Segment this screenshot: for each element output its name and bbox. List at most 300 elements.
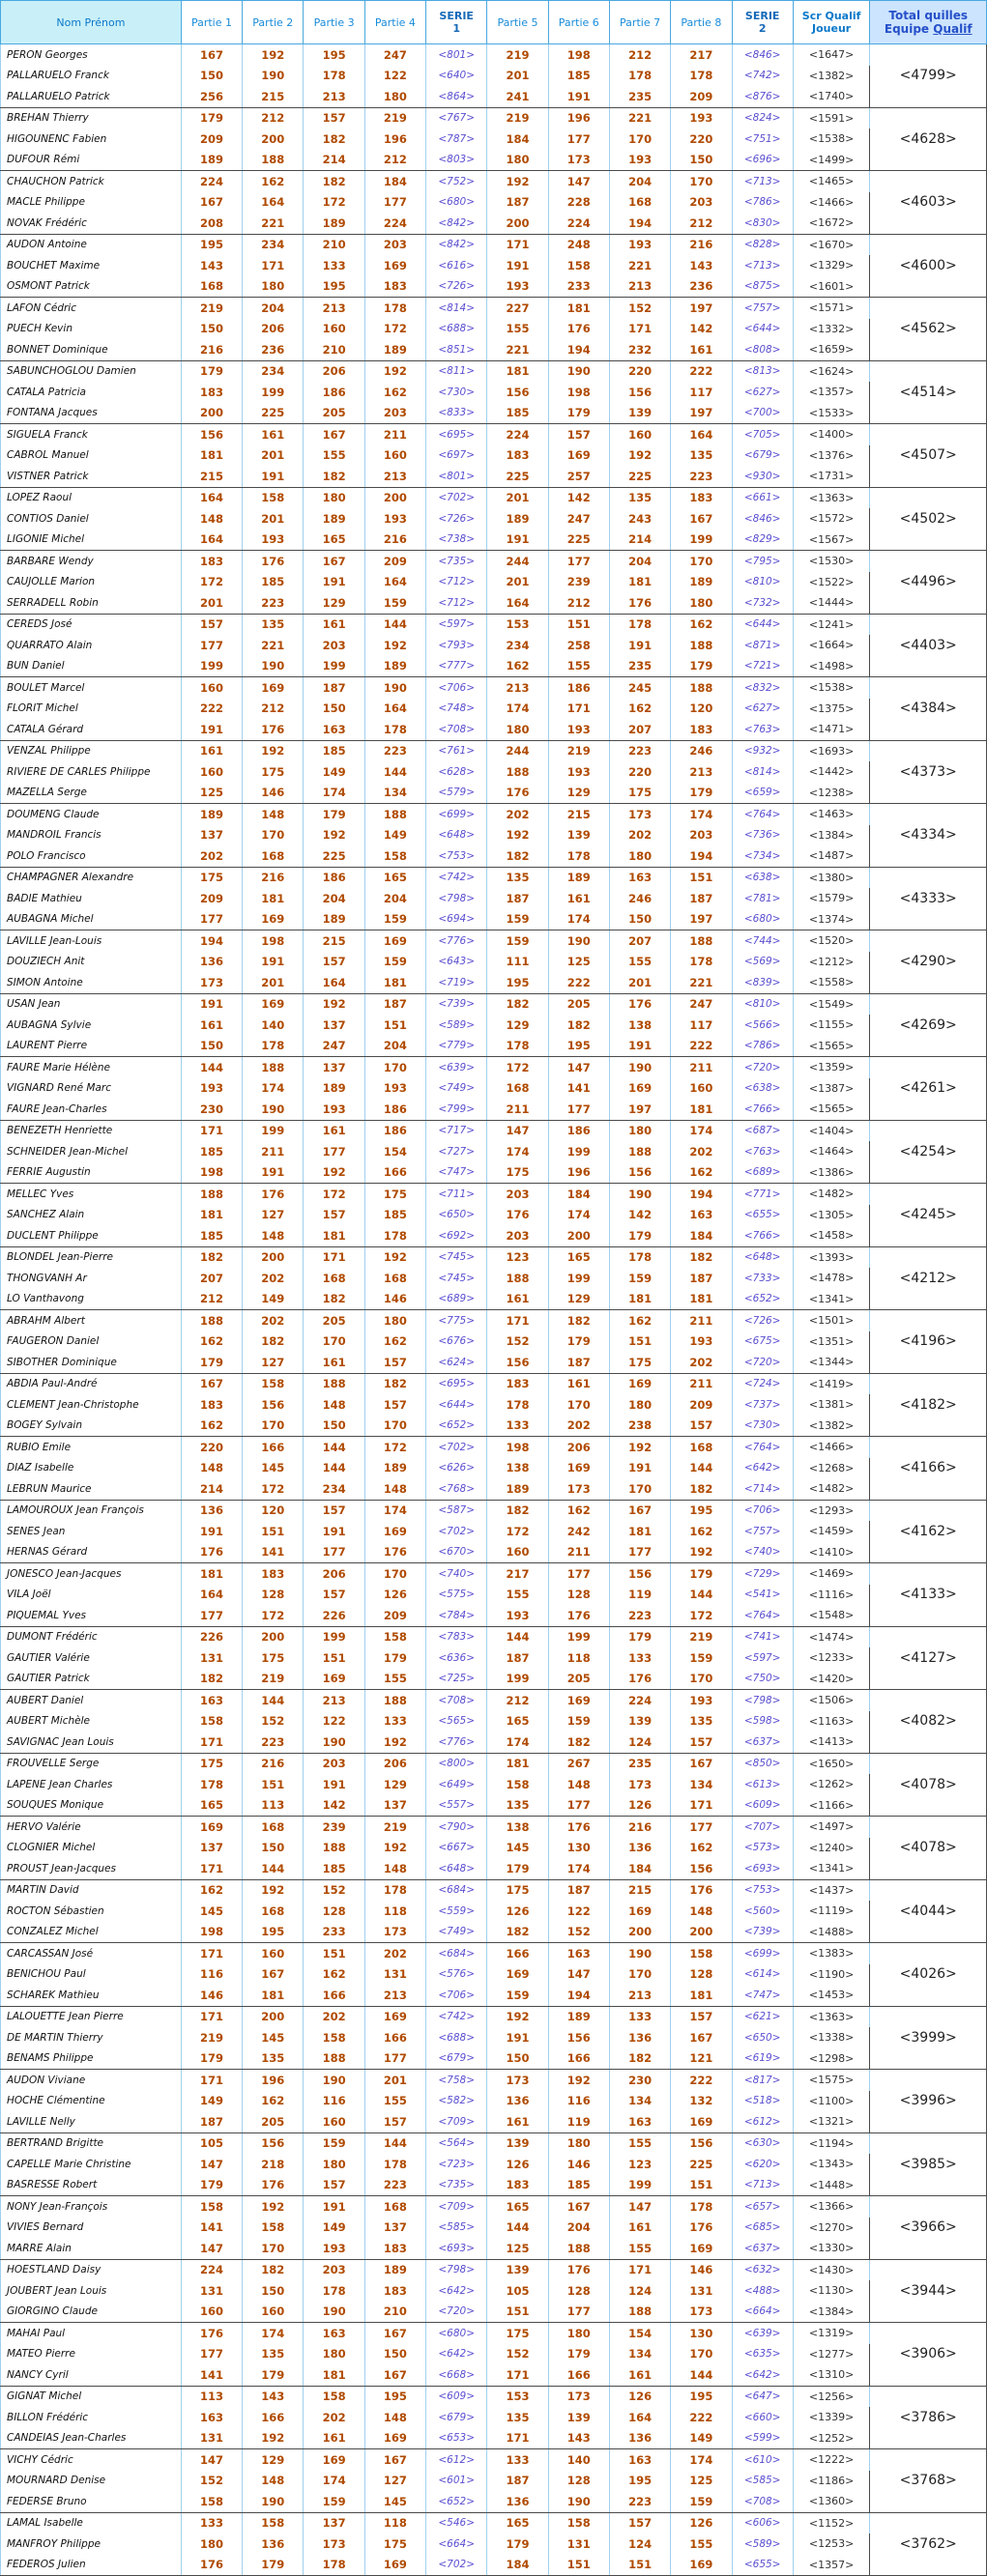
- serie-1-total: <708>: [426, 719, 487, 740]
- partie-3-score: 165: [304, 530, 364, 551]
- partie-8-score: 222: [671, 360, 732, 382]
- serie-2-total: <566>: [732, 1015, 793, 1036]
- partie-5-score: 187: [487, 888, 548, 909]
- serie-2-total: <932>: [732, 740, 793, 761]
- partie-6-score: 155: [548, 656, 609, 677]
- partie-2-score: 168: [243, 1901, 304, 1922]
- player-row: [1, 150, 987, 171]
- scr-qualif-joueur: <1482>: [793, 1184, 870, 1205]
- partie-4-score: 187: [364, 993, 425, 1015]
- partie-7-score: 150: [609, 909, 670, 930]
- partie-6-score: 186: [548, 1120, 609, 1141]
- partie-2-score: 221: [243, 635, 304, 656]
- partie-2-score: 174: [243, 1078, 304, 1100]
- serie-2-total: <810>: [732, 993, 793, 1015]
- partie-7-score: 213: [609, 276, 670, 298]
- team-total-qualif: <3768>: [870, 2449, 987, 2513]
- serie-2-total: <569>: [732, 952, 793, 973]
- partie-5-score: 219: [487, 107, 548, 129]
- partie-5-score: 144: [487, 1626, 548, 1647]
- partie-4-score: 183: [364, 2280, 425, 2302]
- partie-2-score: 180: [243, 276, 304, 298]
- player-row: [1, 1225, 987, 1246]
- partie-2-score: 192: [243, 44, 304, 66]
- partie-2-score: 179: [243, 2555, 304, 2576]
- serie-1-total: <723>: [426, 2154, 487, 2175]
- team-total-qualif: <4562>: [870, 298, 987, 361]
- results-body: [1, 44, 987, 2576]
- partie-8-score: 143: [671, 255, 732, 276]
- partie-5-score: 192: [487, 2006, 548, 2027]
- partie-4-score: 195: [364, 2386, 425, 2407]
- partie-3-score: 205: [304, 403, 364, 424]
- player-row: [1, 487, 987, 508]
- player-row: [1, 2302, 987, 2323]
- partie-8-score: 134: [671, 1774, 732, 1795]
- partie-4-score: 180: [364, 86, 425, 107]
- player-row: [1, 635, 987, 656]
- serie-1-total: <740>: [426, 1563, 487, 1585]
- partie-1-score: 188: [181, 1184, 242, 1205]
- scr-qualif-joueur: <1241>: [793, 614, 870, 635]
- partie-2-score: 169: [243, 909, 304, 930]
- partie-6-score: 198: [548, 44, 609, 66]
- partie-1-score: 163: [181, 2407, 242, 2428]
- serie-1-total: <626>: [426, 1458, 487, 1479]
- serie-1-total: <767>: [426, 107, 487, 129]
- partie-2-score: 183: [243, 1563, 304, 1585]
- serie-1-total: <730>: [426, 382, 487, 403]
- scr-qualif-joueur: <1482>: [793, 1478, 870, 1500]
- player-name: VIGNARD René Marc: [1, 1078, 182, 1100]
- scr-qualif-joueur: <1233>: [793, 1647, 870, 1669]
- serie-2-total: <726>: [732, 1310, 793, 1331]
- partie-8-score: 211: [671, 1310, 732, 1331]
- partie-7-score: 133: [609, 1647, 670, 1669]
- partie-3-score: 179: [304, 804, 364, 825]
- partie-6-score: 200: [548, 1225, 609, 1246]
- partie-4-score: 129: [364, 1774, 425, 1795]
- partie-4-score: 166: [364, 1162, 425, 1184]
- partie-7-score: 204: [609, 171, 670, 192]
- header-serie-1-number: 1: [452, 22, 460, 35]
- player-row: [1, 2111, 987, 2132]
- scr-qualif-joueur: <1330>: [793, 2238, 870, 2259]
- player-row: [1, 1542, 987, 1563]
- partie-7-score: 175: [609, 783, 670, 804]
- player-row: [1, 572, 987, 593]
- scr-qualif-joueur: <1384>: [793, 825, 870, 846]
- partie-3-score: 163: [304, 2323, 364, 2344]
- partie-1-score: 171: [181, 1732, 242, 1753]
- team-total-qualif: <4334>: [870, 804, 987, 868]
- serie-1-total: <851>: [426, 339, 487, 360]
- partie-6-score: 199: [548, 1626, 609, 1647]
- partie-7-score: 175: [609, 1352, 670, 1373]
- serie-1-total: <689>: [426, 1289, 487, 1310]
- partie-5-score: 182: [487, 1500, 548, 1521]
- partie-4-score: 162: [364, 382, 425, 403]
- partie-4-score: 213: [364, 1985, 425, 2006]
- partie-2-score: 128: [243, 1585, 304, 1606]
- scr-qualif-joueur: <1474>: [793, 1626, 870, 1647]
- partie-6-score: 177: [548, 1099, 609, 1120]
- partie-3-score: 191: [304, 1774, 364, 1795]
- scr-qualif-joueur: <1444>: [793, 592, 870, 614]
- scr-qualif-joueur: <1383>: [793, 1943, 870, 1964]
- partie-6-score: 167: [548, 2196, 609, 2218]
- serie-1-total: <776>: [426, 930, 487, 952]
- partie-7-score: 152: [609, 298, 670, 319]
- partie-2-score: 200: [243, 129, 304, 150]
- scr-qualif-joueur: <1222>: [793, 2449, 870, 2471]
- player-row: [1, 360, 987, 382]
- player-row: [1, 1268, 987, 1289]
- partie-7-score: 138: [609, 1015, 670, 1036]
- player-row: [1, 2449, 987, 2471]
- partie-7-score: 170: [609, 1478, 670, 1500]
- partie-8-score: 182: [671, 1246, 732, 1268]
- serie-1-total: <575>: [426, 1585, 487, 1606]
- serie-1-total: <652>: [426, 2491, 487, 2512]
- serie-1-total: <811>: [426, 360, 487, 382]
- partie-4-score: 144: [364, 614, 425, 635]
- partie-4-score: 172: [364, 1437, 425, 1458]
- partie-7-score: 159: [609, 1268, 670, 1289]
- player-row: [1, 699, 987, 720]
- partie-6-score: 156: [548, 2027, 609, 2048]
- partie-4-score: 172: [364, 319, 425, 340]
- partie-6-score: 194: [548, 1985, 609, 2006]
- player-row: [1, 1036, 987, 1057]
- header-serie-2: [732, 1, 793, 44]
- scr-qualif-joueur: <1384>: [793, 2302, 870, 2323]
- partie-8-score: 178: [671, 2196, 732, 2218]
- scr-qualif-joueur: <1442>: [793, 761, 870, 783]
- serie-1-total: <768>: [426, 1478, 487, 1500]
- partie-7-score: 243: [609, 508, 670, 530]
- header-name: Nom Prénom: [1, 1, 182, 44]
- partie-7-score: 215: [609, 1879, 670, 1901]
- player-row: [1, 1478, 987, 1500]
- serie-1-total: <642>: [426, 2280, 487, 2302]
- partie-7-score: 173: [609, 804, 670, 825]
- player-name: LAPENE Jean Charles: [1, 1774, 182, 1795]
- partie-4-score: 211: [364, 424, 425, 445]
- player-name: BERTRAND Brigitte: [1, 2132, 182, 2154]
- player-name: ABRAHM Albert: [1, 1310, 182, 1331]
- partie-4-score: 157: [364, 1394, 425, 1416]
- partie-4-score: 178: [364, 1879, 425, 1901]
- partie-5-score: 165: [487, 2512, 548, 2533]
- partie-1-score: 167: [181, 44, 242, 66]
- serie-1-total: <727>: [426, 1141, 487, 1162]
- serie-2-total: <757>: [732, 298, 793, 319]
- player-name: LOPEZ Raoul: [1, 487, 182, 508]
- partie-4-score: 182: [364, 1373, 425, 1394]
- player-row: [1, 298, 987, 319]
- partie-1-score: 194: [181, 930, 242, 952]
- player-row: [1, 171, 987, 192]
- partie-2-score: 182: [243, 1331, 304, 1353]
- partie-7-score: 142: [609, 1205, 670, 1226]
- partie-4-score: 181: [364, 972, 425, 993]
- scr-qualif-joueur: <1548>: [793, 1605, 870, 1626]
- player-row: [1, 1838, 987, 1859]
- partie-7-score: 161: [609, 2364, 670, 2386]
- partie-7-score: 195: [609, 2471, 670, 2492]
- partie-4-score: 190: [364, 677, 425, 699]
- partie-8-score: 155: [671, 2533, 732, 2555]
- scr-qualif-joueur: <1466>: [793, 192, 870, 214]
- partie-6-score: 173: [548, 150, 609, 171]
- partie-5-score: 179: [487, 2533, 548, 2555]
- partie-3-score: 203: [304, 635, 364, 656]
- serie-1-total: <679>: [426, 2407, 487, 2428]
- player-row: [1, 2555, 987, 2576]
- partie-3-score: 188: [304, 2048, 364, 2070]
- partie-3-score: 158: [304, 2027, 364, 2048]
- scr-qualif-joueur: <1466>: [793, 1437, 870, 1458]
- partie-1-score: 167: [181, 192, 242, 214]
- serie-2-total: <644>: [732, 319, 793, 340]
- partie-3-score: 168: [304, 1268, 364, 1289]
- partie-1-score: 156: [181, 424, 242, 445]
- partie-2-score: 140: [243, 1015, 304, 1036]
- serie-2-total: <687>: [732, 1120, 793, 1141]
- scr-qualif-joueur: <1478>: [793, 1268, 870, 1289]
- player-name: CONTIOS Daniel: [1, 508, 182, 530]
- partie-8-score: 162: [671, 614, 732, 635]
- partie-5-score: 219: [487, 44, 548, 66]
- player-row: [1, 1943, 987, 1964]
- partie-6-score: 195: [548, 1036, 609, 1057]
- partie-8-score: 161: [671, 339, 732, 360]
- partie-2-score: 218: [243, 2154, 304, 2175]
- partie-4-score: 167: [364, 2364, 425, 2386]
- player-row: [1, 1753, 987, 1774]
- player-row: [1, 1416, 987, 1437]
- partie-5-score: 155: [487, 1585, 548, 1606]
- serie-2-total: <693>: [732, 1858, 793, 1879]
- partie-7-score: 163: [609, 867, 670, 888]
- partie-6-score: 185: [548, 2175, 609, 2196]
- partie-3-score: 213: [304, 298, 364, 319]
- partie-3-score: 247: [304, 1036, 364, 1057]
- partie-7-score: 179: [609, 1626, 670, 1647]
- partie-1-score: 175: [181, 1753, 242, 1774]
- player-name: JONESCO Jean-Jacques: [1, 1563, 182, 1585]
- serie-1-total: <709>: [426, 2196, 487, 2218]
- partie-3-score: 188: [304, 1373, 364, 1394]
- partie-6-score: 128: [548, 2280, 609, 2302]
- partie-2-score: 170: [243, 825, 304, 846]
- partie-1-score: 176: [181, 2323, 242, 2344]
- player-name: MACLE Philippe: [1, 192, 182, 214]
- player-name: FROUVELLE Serge: [1, 1753, 182, 1774]
- partie-2-score: 212: [243, 699, 304, 720]
- player-row: [1, 1078, 987, 1100]
- partie-7-score: 181: [609, 1521, 670, 1542]
- partie-6-score: 182: [548, 1015, 609, 1036]
- partie-5-score: 179: [487, 1858, 548, 1879]
- partie-1-score: 158: [181, 2491, 242, 2512]
- partie-8-score: 182: [671, 1478, 732, 1500]
- partie-1-score: 188: [181, 1310, 242, 1331]
- serie-1-total: <779>: [426, 1036, 487, 1057]
- serie-1-total: <720>: [426, 2302, 487, 2323]
- partie-6-score: 179: [548, 403, 609, 424]
- scr-qualif-joueur: <1740>: [793, 86, 870, 107]
- partie-3-score: 192: [304, 993, 364, 1015]
- scr-qualif-joueur: <1533>: [793, 403, 870, 424]
- partie-8-score: 135: [671, 445, 732, 467]
- partie-3-score: 163: [304, 719, 364, 740]
- partie-8-score: 197: [671, 403, 732, 424]
- partie-8-score: 193: [671, 1690, 732, 1711]
- partie-5-score: 153: [487, 614, 548, 635]
- partie-7-score: 220: [609, 360, 670, 382]
- partie-6-score: 119: [548, 2111, 609, 2132]
- partie-6-score: 184: [548, 1184, 609, 1205]
- serie-1-total: <735>: [426, 551, 487, 572]
- scr-qualif-joueur: <1400>: [793, 424, 870, 445]
- partie-4-score: 247: [364, 44, 425, 66]
- player-row: [1, 930, 987, 952]
- scr-qualif-joueur: <1487>: [793, 845, 870, 867]
- scr-qualif-joueur: <1520>: [793, 930, 870, 952]
- partie-3-score: 161: [304, 2428, 364, 2449]
- scr-qualif-joueur: <1166>: [793, 1795, 870, 1817]
- partie-7-score: 213: [609, 1985, 670, 2006]
- partie-5-score: 164: [487, 592, 548, 614]
- partie-7-score: 134: [609, 2091, 670, 2112]
- partie-6-score: 169: [548, 445, 609, 467]
- partie-1-score: 164: [181, 530, 242, 551]
- partie-6-score: 198: [548, 382, 609, 403]
- partie-4-score: 175: [364, 1184, 425, 1205]
- partie-8-score: 174: [671, 1120, 732, 1141]
- scr-qualif-joueur: <1565>: [793, 1036, 870, 1057]
- partie-1-score: 224: [181, 171, 242, 192]
- partie-1-score: 181: [181, 1205, 242, 1226]
- partie-6-score: 118: [548, 1647, 609, 1669]
- partie-3-score: 144: [304, 1437, 364, 1458]
- partie-3-score: 233: [304, 1922, 364, 1943]
- player-name: NANCY Cyril: [1, 2364, 182, 2386]
- player-row: [1, 1289, 987, 1310]
- player-name: BARBARE Wendy: [1, 551, 182, 572]
- player-row: [1, 1669, 987, 1690]
- player-name: HIGOUNENC Fabien: [1, 129, 182, 150]
- player-row: [1, 1817, 987, 1838]
- serie-1-total: <649>: [426, 1774, 487, 1795]
- partie-8-score: 157: [671, 1416, 732, 1437]
- serie-2-total: <766>: [732, 1099, 793, 1120]
- partie-2-score: 181: [243, 888, 304, 909]
- partie-6-score: 177: [548, 2302, 609, 2323]
- scr-qualif-joueur: <1591>: [793, 107, 870, 129]
- header-scr-label: Scr Qualif: [801, 10, 861, 22]
- partie-3-score: 159: [304, 2132, 364, 2154]
- partie-1-score: 177: [181, 1605, 242, 1626]
- partie-7-score: 192: [609, 1437, 670, 1458]
- partie-7-score: 156: [609, 1563, 670, 1585]
- partie-4-score: 144: [364, 2132, 425, 2154]
- partie-4-score: 173: [364, 1922, 425, 1943]
- partie-7-score: 151: [609, 2555, 670, 2576]
- partie-5-score: 212: [487, 1690, 548, 1711]
- partie-8-score: 236: [671, 276, 732, 298]
- partie-8-score: 144: [671, 1458, 732, 1479]
- partie-3-score: 178: [304, 2555, 364, 2576]
- partie-8-score: 167: [671, 1753, 732, 1774]
- partie-7-score: 204: [609, 551, 670, 572]
- team-total-qualif: <4196>: [870, 1310, 987, 1374]
- partie-3-score: 178: [304, 66, 364, 87]
- partie-4-score: 151: [364, 1015, 425, 1036]
- partie-2-score: 120: [243, 1500, 304, 1521]
- partie-1-score: 179: [181, 360, 242, 382]
- partie-3-score: 180: [304, 487, 364, 508]
- player-name: LAFON Cédric: [1, 298, 182, 319]
- partie-7-score: 156: [609, 382, 670, 403]
- partie-5-score: 193: [487, 1605, 548, 1626]
- partie-4-score: 177: [364, 192, 425, 214]
- partie-1-score: 157: [181, 614, 242, 635]
- serie-1-total: <559>: [426, 1901, 487, 1922]
- scr-qualif-joueur: <1430>: [793, 2259, 870, 2280]
- partie-8-score: 209: [671, 86, 732, 107]
- partie-5-score: 138: [487, 1817, 548, 1838]
- serie-2-total: <660>: [732, 2407, 793, 2428]
- serie-2-total: <620>: [732, 2154, 793, 2175]
- serie-2-total: <751>: [732, 129, 793, 150]
- player-name: HERVO Valérie: [1, 1817, 182, 1838]
- partie-4-score: 145: [364, 2491, 425, 2512]
- player-row: [1, 2196, 987, 2218]
- partie-8-score: 142: [671, 319, 732, 340]
- partie-2-score: 206: [243, 319, 304, 340]
- partie-6-score: 169: [548, 1690, 609, 1711]
- partie-1-score: 150: [181, 66, 242, 87]
- partie-2-score: 200: [243, 1626, 304, 1647]
- player-name: BENICHOU Paul: [1, 1964, 182, 1986]
- scr-qualif-joueur: <1647>: [793, 44, 870, 66]
- serie-2-total: <619>: [732, 2048, 793, 2070]
- partie-3-score: 144: [304, 1458, 364, 1479]
- scr-qualif-joueur: <1359>: [793, 1057, 870, 1078]
- partie-5-score: 135: [487, 867, 548, 888]
- team-total-qualif: <3786>: [870, 2386, 987, 2449]
- partie-7-score: 171: [609, 319, 670, 340]
- player-name: CARCASSAN José: [1, 1943, 182, 1964]
- serie-2-total: <876>: [732, 86, 793, 107]
- partie-3-score: 157: [304, 1585, 364, 1606]
- partie-3-score: 159: [304, 2491, 364, 2512]
- partie-8-score: 222: [671, 2070, 732, 2091]
- serie-1-total: <601>: [426, 2471, 487, 2492]
- partie-6-score: 189: [548, 867, 609, 888]
- partie-6-score: 162: [548, 1500, 609, 1521]
- player-name: SANCHEZ Alain: [1, 1205, 182, 1226]
- partie-5-score: 136: [487, 2491, 548, 2512]
- header-total-equipe: Equipe: [884, 22, 930, 36]
- partie-3-score: 190: [304, 2070, 364, 2091]
- serie-2-total: <655>: [732, 1205, 793, 1226]
- player-name: MAZELLA Serge: [1, 783, 182, 804]
- header-scr-sub: Joueur: [812, 22, 852, 35]
